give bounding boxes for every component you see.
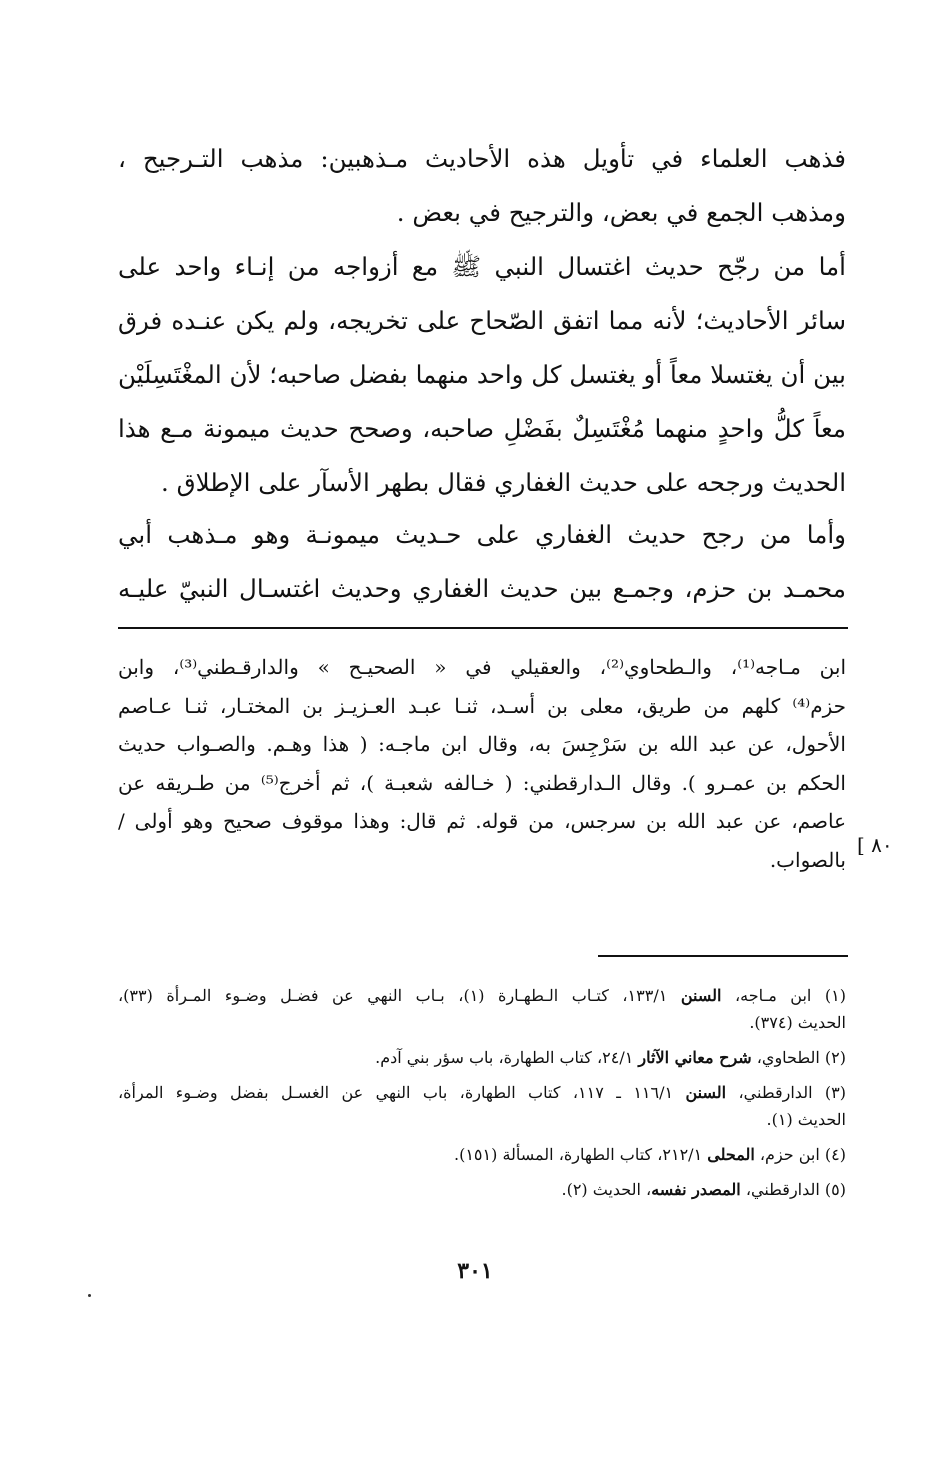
- footnote-3: [118, 1079, 846, 1133]
- footnote-4: [118, 1141, 846, 1168]
- footnote-5: [118, 1176, 846, 1203]
- text-line: معاً كلُّ واحدٍ منهما مُغْتَسِلٌ بفَضْلِ صاحبه، وصحح حديث ميمونة مـع هذا: [118, 414, 846, 443]
- text-line: فذهب العلماء في تأويل هذه الأحاديث مـذهبين: مذهب التـرجيح ،: [118, 144, 846, 173]
- main-paragraph-3: [118, 508, 846, 616]
- text-line: ومذهب الجمع في بعض، والترجيح في بعض .: [396, 198, 846, 227]
- footnote-line: (١) ابن مـاجه، السنن ١٣٣/١، كتـاب الـطهـارة (١)، بـاب النهي عن فضـل وضـوء المـرأة (٣٣)،: [118, 986, 847, 1005]
- paper-speck: [88, 1294, 91, 1297]
- footnote-divider: [598, 955, 848, 957]
- commentary-block: [118, 648, 846, 879]
- footnote-1: [118, 982, 846, 1036]
- footnotes: [118, 982, 846, 1203]
- commentary-line: حزم⁽⁴⁾ كلهم من طريق، معلى بن أسـد، ثنـا عبـد العـزيـز بن المختـار، ثنـا عـاصم: [118, 693, 846, 718]
- footnote-line: الحديث (١).: [766, 1110, 846, 1129]
- book-title: السنن: [685, 1083, 727, 1102]
- main-paragraph-2: [118, 240, 846, 510]
- commentary-line: ابن مـاجه⁽¹⁾، والـطحاوي⁽²⁾، والعقيلي في « الصحيـح » والدارقـطني⁽³⁾، وابن: [118, 655, 847, 679]
- book-title: المصدر نفسه: [651, 1180, 741, 1199]
- folio-marker: [ ٨٠: [857, 833, 893, 857]
- text-line: وأما من رجح حديث الغفاري على حـديث ميمونـة وهو مـذهب أبي: [118, 520, 846, 549]
- commentary-line: عاصم، عن عبد الله بن سرجس، من قوله. ثم قال: وهذا موقوف صحيح وهو أولى /: [118, 809, 846, 833]
- text-line: محمـد بن حزم، وجمـع بين حديث الغفاري وحديث اغتسـال النبيّ عليـه: [118, 574, 846, 603]
- text-line: سائر الأحاديث؛ لأنه مما اتفق الصّحاح على تخريجه، ولم يكن عنـده فرق: [118, 306, 846, 335]
- footnote-line: (٢) الطحاوي، شرح معاني الآثار ٢٤/١، كتاب الطهارة، باب سؤر بني آدم.: [375, 1048, 846, 1067]
- text-line: أما من رجّح حديث اغتسال النبي ﷺ مع أزواجه من إنـاء واحد على: [118, 252, 846, 281]
- section-divider: [118, 627, 848, 629]
- commentary-line: الحكم بن عمـرو ). وقال الـدارقطني: ( خـالفه شعبـة )، ثم أخرج⁽⁵⁾ من طـريقه عن: [118, 770, 846, 795]
- text-line: بين أن يغتسلا معاً أو يغتسل كل واحد منهما بفضل صاحبه؛ لأن المغْتَسِلَيْن: [118, 360, 846, 389]
- footnote-line: الحديث (٣٧٤).: [749, 1013, 846, 1032]
- commentary-line: الأحول، عن عبد الله بن سَرْجِسَ به، وقال ابن ماجـه: ( هذا وهـم. والصـواب حديث: [118, 732, 846, 756]
- footnote-line: (٣) الدارقطني، السنن ١١٦/١ ـ ١١٧، كتاب الطهارة، باب النهي عن الغسـل بفضل وضـوء المرأة،: [118, 1083, 847, 1102]
- footnote-line: (٤) ابن حزم، المحلى ٢١٢/١، كتاب الطهارة، المسألة (١٥١).: [454, 1145, 846, 1164]
- footnote-line: (٥) الدارقطني، المصدر نفسه، الحديث (٢).: [561, 1180, 846, 1199]
- book-title: شرح معاني الآثار: [638, 1048, 752, 1067]
- footnote-2: [118, 1044, 846, 1071]
- commentary-line: بالصواب.: [769, 847, 846, 872]
- book-title: السنن: [680, 986, 722, 1005]
- text-line: الحديث ورجحه على حديث الغفاري فقال بطهر الأسآر على الإطلاق .: [161, 468, 846, 497]
- main-paragraph-1: [118, 132, 846, 240]
- page-number: ٣٠١: [457, 1258, 493, 1284]
- book-title: المحلى: [707, 1145, 755, 1164]
